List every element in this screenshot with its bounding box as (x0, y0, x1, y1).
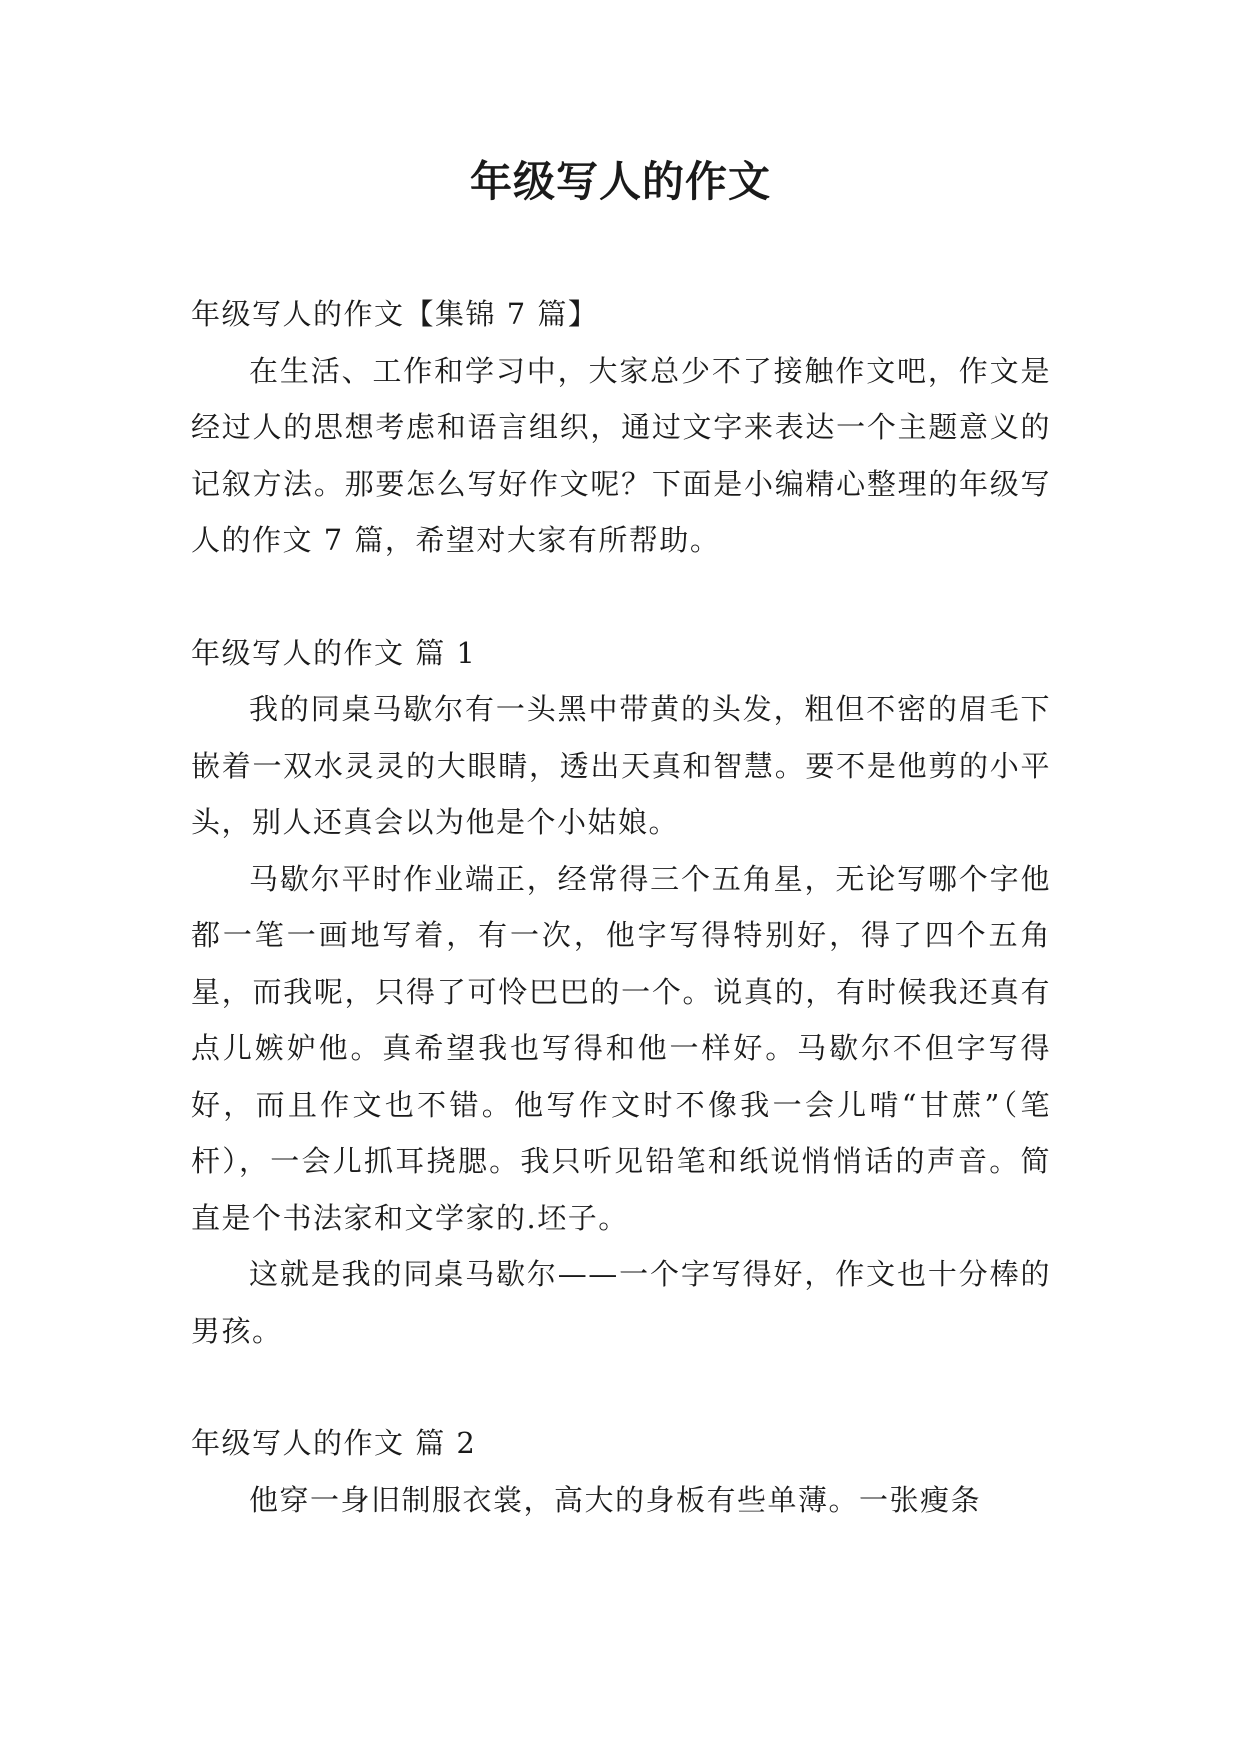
section-heading: 年级写人的作文 篇 1 (191, 635, 477, 670)
body-paragraph: 我的同桌马歇尔有一头黑中带黄的头发，粗但不密的眉毛下嵌着一双水灵灵的大眼睛，透出天真和智慧。要不是他剪的小平头，别人还真会以为他是个小姑娘。 (191, 692, 1051, 839)
section-spacer (191, 1359, 1051, 1415)
section-heading: 年级写人的作文 篇 2 (191, 1426, 477, 1460)
collection-heading: 年级写人的作文【集锦 7 篇】 (191, 297, 599, 331)
body-paragraph: 他穿一身旧制服衣裳，高大的身板有些单薄。一张瘦条 (249, 1482, 982, 1517)
section-spacer (191, 569, 1051, 625)
body-paragraph: 马歇尔平时作业端正，经常得三个五角星，无论写哪个字他都一笔一画地写着，有一次，他字写得特别好，得了四个五角星，而我呢，只得了可怜巴巴的一个。说真的，有时候我还真有点儿嫉妒他。真希望我也写得和他一样好。马歇尔不但字写得好，而且作文也不错。他写作文时不像我一会儿啃“甘蔗”（笔杆），一会儿抓耳挠腮。我只听见铅笔和纸说悄悄话的声音。简直是个书法家和文学家的.坯子。 (191, 861, 1051, 1235)
document-body (191, 286, 1051, 1528)
intro-paragraph: 在生活、工作和学习中，大家总少不了接触作文吧，作文是经过人的思想考虑和语言组织，通过文字来表达一个主题意义的记叙方法。那要怎么写好作文呢？下面是小编精心整理的年级写人的作文 7 篇，希望对大家有所帮助。 (191, 353, 1051, 557)
document-title: 年级写人的作文 (469, 157, 771, 206)
body-paragraph: 这就是我的同桌马歇尔——一个字写得好，作文也十分棒的男孩。 (191, 1257, 1051, 1348)
